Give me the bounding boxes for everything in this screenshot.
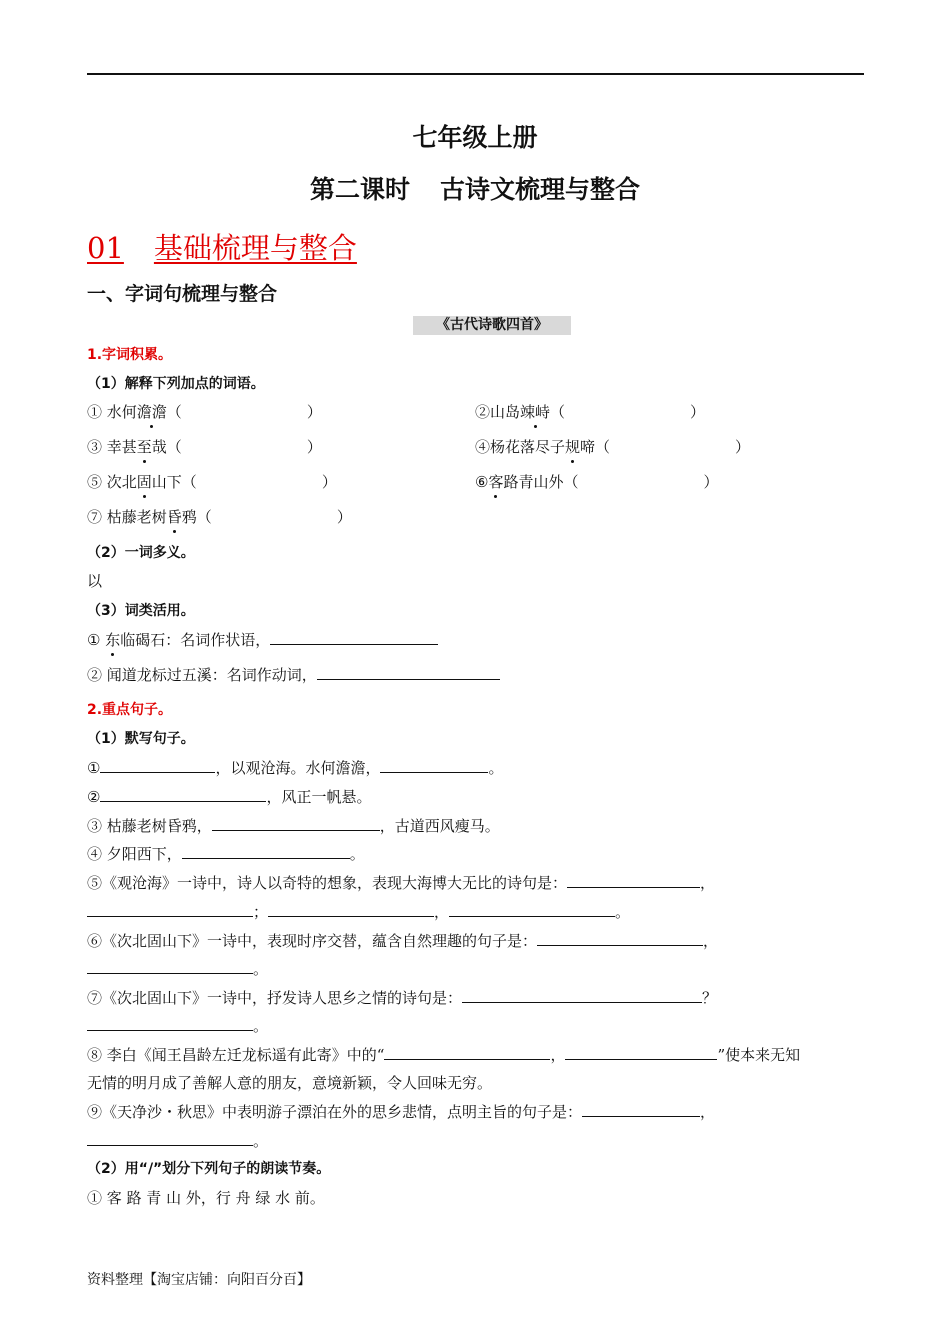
vocab-text: ⑤ 次北 [87, 473, 137, 491]
vocab-item-2 [475, 401, 705, 423]
answer-blank[interactable] [87, 900, 253, 917]
answer-blank[interactable] [565, 1043, 717, 1060]
vocab-item-4 [475, 436, 750, 458]
dotted-7: 昏 [166, 508, 182, 526]
sentence-2 [87, 785, 371, 808]
sentence-6-line1 [87, 929, 718, 952]
vocab-item-6 [475, 471, 719, 493]
vocab-item-3 [87, 436, 322, 458]
q2-sub1: （1）默写句子。 [87, 731, 195, 747]
vocab-paren: 哉（ [151, 438, 182, 456]
close-paren: ） [321, 473, 337, 491]
vocab-paren: 鸦（ [181, 508, 212, 526]
sentence-text: ， [700, 874, 716, 892]
rhythm-sentence: ① 客 路 青 山 外，行 舟 绿 水 前。 [87, 1189, 325, 1207]
answer-blank[interactable] [567, 871, 700, 888]
answer-blank[interactable] [449, 900, 615, 917]
sentence-text: 。 [349, 845, 365, 863]
answer-blank[interactable] [384, 1043, 550, 1060]
answer-blank[interactable] [462, 986, 702, 1003]
close-paren: ） [336, 508, 352, 526]
answer-blank[interactable] [87, 957, 253, 974]
vocab-text: ②山岛 [475, 403, 521, 421]
usage-item-2 [87, 663, 500, 686]
sentence-text: ，古道西风瘦马。 [379, 817, 500, 835]
sentence-5-line1 [87, 871, 715, 894]
sentence-text: ⑤《观沧海》一诗中，诗人以奇特的想象，表现大海博大无比的诗句是： [87, 874, 568, 892]
vocab-item-7 [87, 506, 352, 528]
sentence-text: ⑦《次北固山下》一诗中，抒发诗人思乡之情的诗句是： [87, 989, 463, 1007]
vocab-text: ⑥ [475, 473, 489, 491]
answer-blank[interactable] [87, 1129, 253, 1146]
answer-blank[interactable] [270, 628, 438, 645]
close-paren: ） [703, 473, 719, 491]
usage-item-1 [87, 628, 438, 651]
vocab-text: ① 水何 [87, 403, 137, 421]
sentence-text: ⑨《天净沙・秋思》中表明游子漂泊在外的思乡悲情，点明主旨的句子是： [87, 1103, 583, 1121]
sentence-text: ，风正一帆悬。 [266, 788, 372, 806]
vocab-item-1 [87, 401, 322, 423]
usage-text: ① [87, 631, 106, 649]
usage-text: 临碣石：名词作状语， [120, 631, 271, 649]
sentence-7-line2 [87, 1014, 268, 1037]
q1-sub1: （1）解释下列加点的词语。 [87, 376, 265, 392]
section-title: 基础梳理与整合 [153, 231, 357, 265]
dotted-usage-1: 东 [105, 631, 121, 649]
vocab-text: ⑦ 枯藤老树 [87, 508, 167, 526]
vocab-paren: 山下（ [151, 473, 197, 491]
answer-blank[interactable] [582, 1100, 700, 1117]
q2-heading: 2.重点句子。 [87, 702, 173, 718]
vocab-paren: 路青山外（ [503, 473, 579, 491]
close-paren: ） [690, 403, 706, 421]
q1-heading: 1.字词积累。 [87, 347, 173, 363]
sentence-text: ， [550, 1046, 566, 1064]
dotted-3: 至 [136, 438, 152, 456]
sentence-text: ③ 枯藤老树昏鸦， [87, 817, 212, 835]
sentence-9-line2 [87, 1129, 268, 1152]
sentence-6-line2 [87, 957, 268, 980]
sentence-text: ； [253, 903, 269, 921]
sentence-text: ， [700, 1103, 716, 1121]
page-title: 七年级上册 [412, 123, 538, 152]
answer-blank[interactable] [100, 785, 266, 802]
polysemy-word: 以 [87, 572, 103, 590]
answer-blank[interactable] [87, 1014, 253, 1031]
sentence-text: 。 [253, 1017, 269, 1035]
sentence-text: ，以观沧海。水何澹澹， [215, 759, 381, 777]
answer-blank[interactable] [100, 756, 215, 773]
close-paren: ） [306, 403, 322, 421]
lesson-label: 第二课时 [309, 175, 410, 204]
sentence-text: 。 [253, 960, 269, 978]
sentence-text: ⑥《次北固山下》一诗中，表现时序交替，蕴含自然理趣的句子是： [87, 932, 538, 950]
part-one-heading: 一、字词句梳理与整合 [87, 283, 278, 305]
lesson-title [0, 170, 950, 206]
sentence-text: ④ 夕阳西下， [87, 845, 182, 863]
lesson-name: 古诗文梳理与整合 [440, 175, 641, 204]
q2-sub2: （2）用“/”划分下列句子的朗读节奏。 [87, 1161, 331, 1177]
dotted-1a: 澹澹 [136, 403, 167, 421]
top-rule [87, 73, 864, 75]
footer-note: 资料整理【淘宝店铺：向阳百分百】 [87, 1272, 311, 1288]
sentence-1 [87, 756, 503, 779]
sentence-8-line2: 无情的明月成了善解人意的朋友，意境新颖，令人回味无穷。 [87, 1074, 493, 1092]
section-heading [87, 226, 357, 267]
sentence-text: ② [87, 788, 101, 806]
answer-blank[interactable] [537, 929, 703, 946]
vocab-paren: （ [550, 403, 566, 421]
dotted-4: 规 [565, 438, 581, 456]
vocab-text: ④杨花落尽子 [475, 438, 566, 456]
answer-blank[interactable] [317, 663, 500, 680]
sentence-5-line2 [87, 900, 630, 923]
sentence-text: ， [703, 932, 719, 950]
answer-blank[interactable] [212, 814, 380, 831]
answer-blank[interactable] [380, 756, 488, 773]
dotted-6: 客 [488, 473, 504, 491]
usage-text: ② 闻道龙标过五溪：名词作动词， [87, 666, 317, 684]
sentence-text: ”使本来无知 [717, 1046, 801, 1064]
q1-sub3: （3）词类活用。 [87, 603, 195, 619]
close-paren: ） [306, 438, 322, 456]
dotted-2: 竦峙 [520, 403, 551, 421]
vocab-item-5 [87, 471, 337, 493]
sentence-text: ， [434, 903, 450, 921]
close-paren: ） [735, 438, 751, 456]
sentence-text: 。 [488, 759, 504, 777]
sentence-text: ？ [702, 989, 718, 1007]
poem-box-title: 《古代诗歌四首》 [413, 316, 571, 335]
vocab-paren: （ [166, 403, 182, 421]
dotted-5: 固 [136, 473, 152, 491]
sentence-text: 。 [615, 903, 631, 921]
sentence-text: 。 [253, 1132, 269, 1150]
sentence-text: ① [87, 759, 101, 777]
sentence-8-line1 [87, 1043, 800, 1066]
sentence-7-line1 [87, 986, 717, 1009]
sentence-3 [87, 814, 500, 837]
vocab-text: ③ 幸甚 [87, 438, 137, 456]
answer-blank[interactable] [268, 900, 434, 917]
answer-blank[interactable] [182, 842, 350, 859]
section-number: 01 [87, 231, 124, 265]
sentence-9-line1 [87, 1100, 715, 1123]
q1-sub2: （2）一词多义。 [87, 545, 195, 561]
vocab-paren: 啼（ [580, 438, 611, 456]
sentence-text: ⑧ 李白《闻王昌龄左迁龙标遥有此寄》中的“ [87, 1046, 385, 1064]
sentence-4 [87, 842, 365, 865]
